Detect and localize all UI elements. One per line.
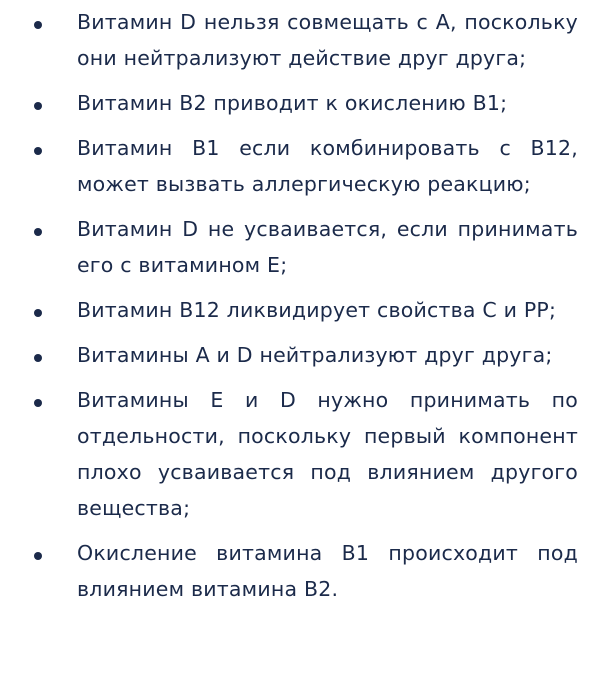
bullet-icon (34, 21, 42, 29)
list-item (0, 292, 602, 328)
list-item-text: Витамины Е и D нужно принимать по отдельности, поскольку первый компонент плохо усваивается под влиянием другого вещества; (77, 388, 578, 520)
bullet-icon (34, 399, 42, 407)
list-item (0, 85, 602, 121)
list-item-text: Витамин D не усваивается, если принимать его с витамином Е; (77, 217, 578, 277)
list-item-text: Витамин В1 если комбинировать с В12, может вызвать аллергическую реакцию; (77, 136, 578, 196)
list-item-text: Витамин В2 приводит к окислению В1; (77, 91, 508, 115)
list-item-text: Окисление витамина В1 происходит под влиянием витамина В2. (77, 541, 578, 601)
bullet-icon (34, 354, 42, 362)
bullet-icon (34, 228, 42, 236)
list-item (0, 337, 602, 373)
list-item (0, 4, 602, 76)
vitamin-compatibility-list (0, 4, 602, 616)
list-item-text: Витамин D нельзя совмещать с А, поскольку они нейтрализуют действие друг друга; (77, 10, 578, 70)
bullet-icon (34, 309, 42, 317)
list-item (0, 211, 602, 283)
list-item-text: Витамин В12 ликвидирует свойства С и РР; (77, 298, 557, 322)
list-item (0, 130, 602, 202)
list-item (0, 535, 602, 607)
list-item (0, 382, 602, 526)
bullet-icon (34, 147, 42, 155)
bullet-icon (34, 102, 42, 110)
bullet-icon (34, 552, 42, 560)
list-item-text: Витамины А и D нейтрализуют друг друга; (77, 343, 553, 367)
